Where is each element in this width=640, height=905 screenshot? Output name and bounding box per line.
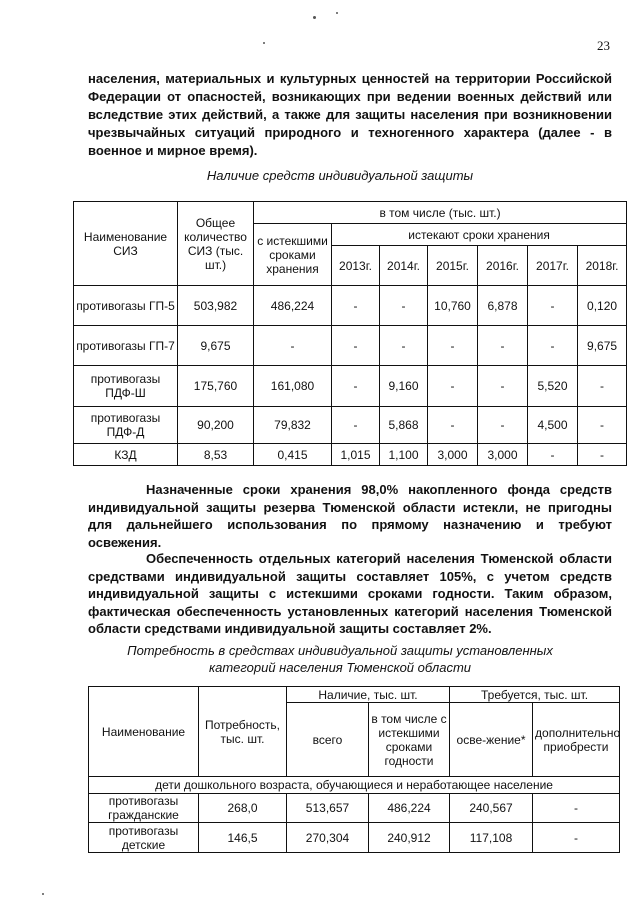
- row-name: противогазы ПДФ-Ш: [74, 366, 178, 407]
- row-year-value: 4,500: [528, 407, 578, 444]
- row-need: 268,0: [199, 794, 287, 823]
- row-year-value: 0,120: [578, 286, 627, 326]
- row-name: противогазы ГП-5: [74, 286, 178, 326]
- header-availability: Наличие, тыс. шт.: [287, 687, 450, 703]
- paragraph-provision: Обеспеченность отдельных категорий населения Тюменской области средствами индивидуальной защиты составляет 105%, с учетом средств индивидуальной защиты с истекшими сроками годности. Таким образом, фактическая обеспеченность установленных категорий населения Тюменской области средствами индивидуальной защиты составляет 2%.: [88, 551, 612, 636]
- table-row: [74, 407, 627, 444]
- row-year-value: 1,015: [332, 444, 380, 466]
- header-expired: в том числе с истекшими сроками годности: [369, 703, 450, 777]
- scan-speck: [336, 12, 338, 14]
- row-need: 146,5: [199, 823, 287, 853]
- row-expired: 486,224: [369, 794, 450, 823]
- ppe-need-table: [88, 686, 620, 853]
- table-row: [74, 286, 627, 326]
- row-year-value: -: [478, 407, 528, 444]
- header-year: 2014г.: [380, 246, 428, 286]
- scan-speck: [42, 893, 44, 895]
- row-year-value: -: [428, 366, 478, 407]
- row-year-value: -: [478, 366, 528, 407]
- ppe-availability-table: [73, 201, 627, 466]
- row-expired: 240,912: [369, 823, 450, 853]
- row-total: 8,53: [178, 444, 254, 466]
- table2-caption-line2: категорий населения Тюменской области: [208, 660, 472, 675]
- row-total: 175,760: [178, 366, 254, 407]
- header-expired: с истекшими сроками хранения: [254, 224, 332, 286]
- row-all: 270,304: [287, 823, 369, 853]
- row-year-value: -: [332, 326, 380, 366]
- row-year-value: -: [332, 366, 380, 407]
- table-row: [89, 794, 620, 823]
- row-total: 90,200: [178, 407, 254, 444]
- row-expired: -: [254, 326, 332, 366]
- table1-caption: Наличие средств индивидуальной защиты: [206, 168, 474, 183]
- table-row: [74, 366, 627, 407]
- paragraph-expired: Назначенные сроки хранения 98,0% накопленного фонда средств индивидуальной защиты резерва Тюменской области истекли, не пригодны для дальнейшего использования по прямому назначению и требуют освежения.: [88, 482, 612, 550]
- row-total: 9,675: [178, 326, 254, 366]
- row-year-value: -: [332, 407, 380, 444]
- header-year: 2013г.: [332, 246, 380, 286]
- row-year-value: -: [578, 407, 627, 444]
- row-year-value: 5,868: [380, 407, 428, 444]
- row-expired: 486,224: [254, 286, 332, 326]
- row-additional: -: [533, 823, 620, 853]
- row-year-value: -: [428, 407, 478, 444]
- header-additional: дополнительно приобрести: [533, 703, 620, 777]
- scan-speck: [313, 16, 316, 19]
- header-expiring: истекают сроки хранения: [332, 224, 627, 246]
- row-year-value: 5,520: [528, 366, 578, 407]
- row-total: 503,982: [178, 286, 254, 326]
- group-label: дети дошкольного возраста, обучающиеся и неработающее население: [89, 777, 620, 794]
- table-row: [89, 823, 620, 853]
- header-year: 2018г.: [578, 246, 627, 286]
- row-year-value: -: [478, 326, 528, 366]
- header-need: Потребность, тыс. шт.: [199, 687, 287, 777]
- row-year-value: 1,100: [380, 444, 428, 466]
- scan-speck: [263, 42, 265, 44]
- row-name: противогазы ГП-7: [74, 326, 178, 366]
- table2-caption-line1: Потребность в средствах индивидуальной защиты установленных: [127, 643, 553, 658]
- row-additional: -: [533, 794, 620, 823]
- row-year-value: -: [528, 286, 578, 326]
- row-expired: 161,080: [254, 366, 332, 407]
- header-name: Наименование СИЗ: [74, 202, 178, 286]
- row-all: 513,657: [287, 794, 369, 823]
- header-year: 2015г.: [428, 246, 478, 286]
- row-year-value: 6,878: [478, 286, 528, 326]
- row-year-value: 9,160: [380, 366, 428, 407]
- row-name: противогазы детские: [89, 823, 199, 853]
- row-year-value: -: [528, 444, 578, 466]
- header-including: в том числе (тыс. шт.): [254, 202, 627, 224]
- table-row: [74, 326, 627, 366]
- header-required: Требуется, тыс. шт.: [450, 687, 620, 703]
- row-year-value: -: [578, 444, 627, 466]
- row-name: противогазы ПДФ-Д: [74, 407, 178, 444]
- row-name: КЗД: [74, 444, 178, 466]
- row-year-value: 9,675: [578, 326, 627, 366]
- header-year: 2017г.: [528, 246, 578, 286]
- header-total: Общее количество СИЗ (тыс. шт.): [178, 202, 254, 286]
- row-year-value: -: [578, 366, 627, 407]
- row-year-value: 3,000: [428, 444, 478, 466]
- header-refresh: осве-жение*: [450, 703, 533, 777]
- row-year-value: -: [380, 326, 428, 366]
- page-number: 23: [597, 38, 610, 53]
- header-name: Наименование: [89, 687, 199, 777]
- row-year-value: -: [528, 326, 578, 366]
- row-year-value: -: [428, 326, 478, 366]
- intro-paragraph: населения, материальных и культурных ценностей на территории Российской Федерации от опасностей, возникающих при ведении военных действий или вследствие этих действий, а также для защиты населения при возникновении чрезвычайных ситуаций природного и техногенного характера (далее - в военное и мирное время).: [88, 71, 612, 158]
- row-year-value: 10,760: [428, 286, 478, 326]
- row-year-value: -: [380, 286, 428, 326]
- row-year-value: -: [332, 286, 380, 326]
- row-refresh: 117,108: [450, 823, 533, 853]
- header-year: 2016г.: [478, 246, 528, 286]
- row-name: противогазы гражданские: [89, 794, 199, 823]
- table-row: [74, 444, 627, 466]
- row-expired: 79,832: [254, 407, 332, 444]
- row-refresh: 240,567: [450, 794, 533, 823]
- row-expired: 0,415: [254, 444, 332, 466]
- header-all: всего: [287, 703, 369, 777]
- row-year-value: 3,000: [478, 444, 528, 466]
